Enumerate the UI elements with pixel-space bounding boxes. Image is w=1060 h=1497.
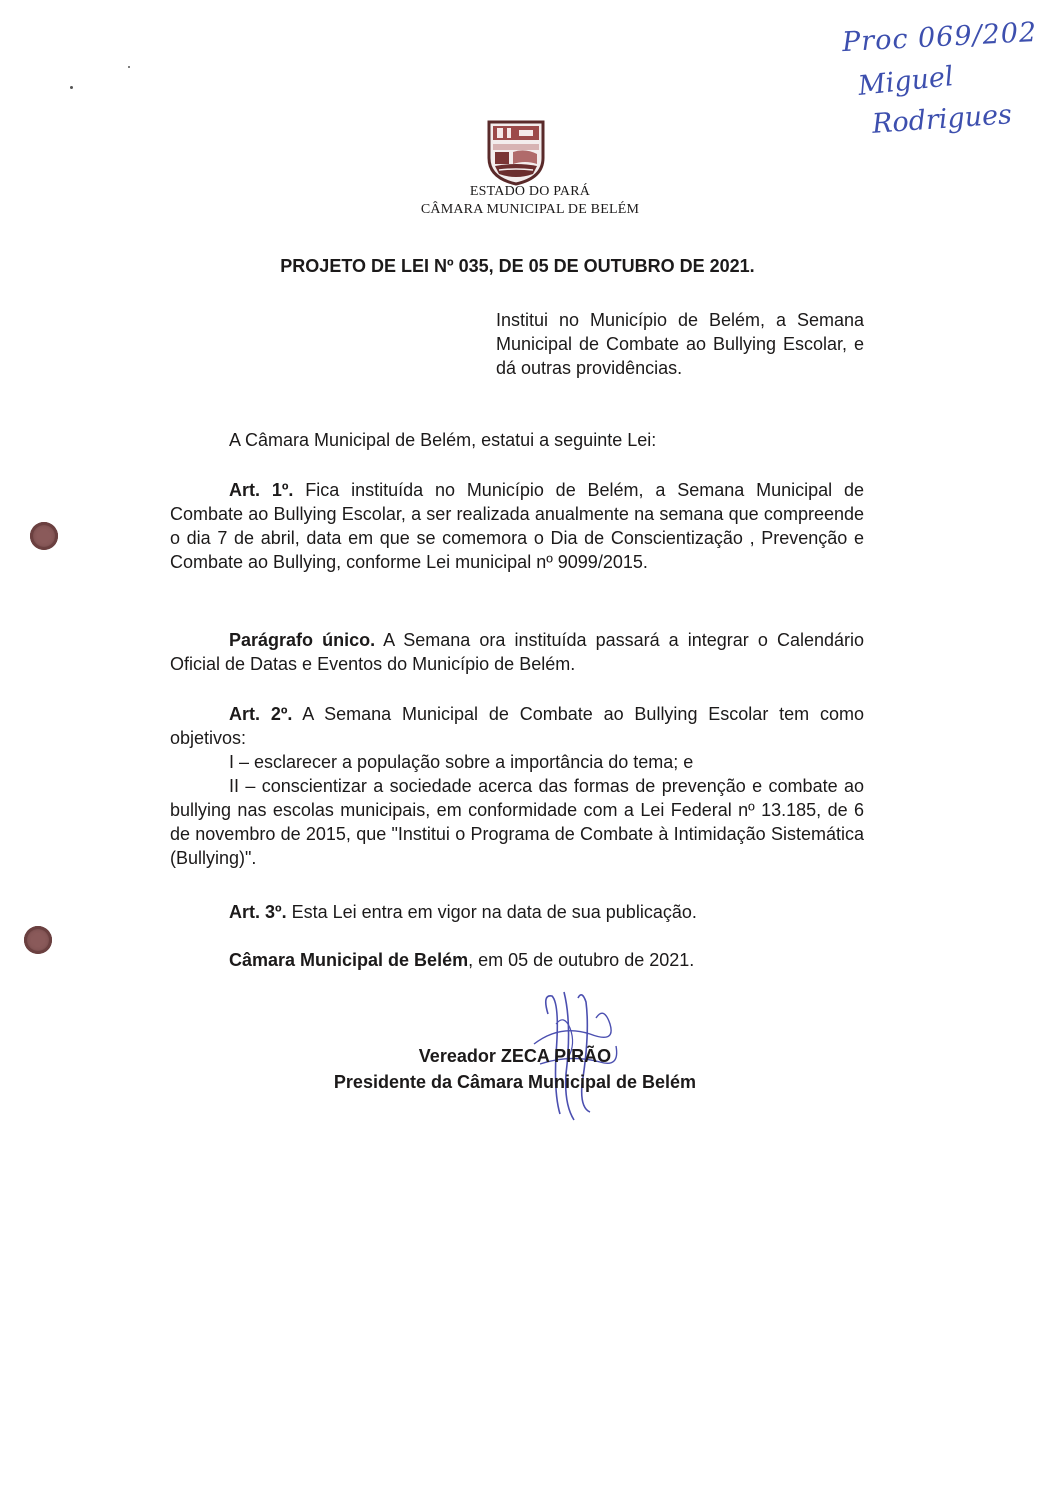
sole-paragraph-label: Parágrafo único. (229, 630, 376, 650)
preamble-text: A Câmara Municipal de Belém, estatui a seguinte Lei: (229, 430, 657, 450)
sole-paragraph (170, 628, 864, 676)
signer-role: Presidente da Câmara Municipal de Belém (333, 1072, 697, 1092)
article-2-item-1 (170, 750, 864, 774)
coat-of-arms-icon (485, 118, 547, 186)
article-2-item-1-text: I – esclarecer a população sobre a importância do tema; e (229, 752, 694, 772)
article-2-text: A Semana Municipal de Combate ao Bullying Escolar tem como objetivos: (170, 704, 864, 748)
bill-ementa: Institui no Município de Belém, a Semana Municipal de Combate ao Bullying Escolar, e dá outras providências. (496, 310, 864, 378)
scan-speck (128, 66, 130, 68)
closing-place: Câmara Municipal de Belém (229, 950, 469, 970)
sole-paragraph-text: A Semana ora instituída passará a integrar o Calendário Oficial de Datas e Eventos do Município de Belém. (170, 630, 865, 674)
article-3-label: Art. 3º. (229, 902, 287, 922)
article-2-label: Art. 2º. (229, 704, 293, 724)
article-1-label: Art. 1º. (229, 480, 294, 500)
scan-speck (70, 86, 73, 89)
closing-line (170, 948, 864, 972)
article-1-text: Fica instituída no Município de Belém, a Semana Municipal de Combate ao Bullying Escolar, a ser realizada anualmente na semana que compreende o dia 7 de abril, data em que se comemora o Dia de Conscientização , Prevenção e Combate ao Bullying, conforme Lei municipal nº 9099/2015. (170, 480, 864, 572)
preamble (170, 428, 864, 452)
chamber-name: CÂMARA MUNICIPAL DE BELÉM (420, 202, 640, 217)
article-2-item-2-text: II – conscientizar a sociedade acerca das formas de prevenção e combate ao bullying nas escolas municipais, em conformidade com a Lei Federal nº 13.185, de 6 de novembro de 2015, que "Institui o Programa de Combate à Intimidação Sistemática (Bullying)". (170, 776, 864, 868)
punch-hole-top (30, 522, 58, 550)
article-2 (170, 702, 864, 870)
handwritten-name-line2: Rodrigues (871, 99, 1013, 140)
handwritten-process-number: Proc 069/202 (841, 16, 1038, 59)
punch-hole-bottom (24, 926, 52, 954)
state-name: ESTADO DO PARÁ (469, 184, 591, 199)
article-2-item-2 (170, 774, 864, 870)
article-3 (170, 900, 864, 924)
article-3-text: Esta Lei entra em vigor na data de sua publicação. (286, 902, 697, 922)
closing-date: , em 05 de outubro de 2021. (468, 950, 695, 970)
signer-name: Vereador ZECA PIRÃO (418, 1046, 612, 1066)
article-2-head (170, 702, 864, 750)
bill-title: PROJETO DE LEI Nº 035, DE 05 DE OUTUBRO DE 2021. (280, 256, 755, 276)
handwritten-name-line1: Miguel (856, 61, 955, 102)
article-1 (170, 478, 864, 574)
